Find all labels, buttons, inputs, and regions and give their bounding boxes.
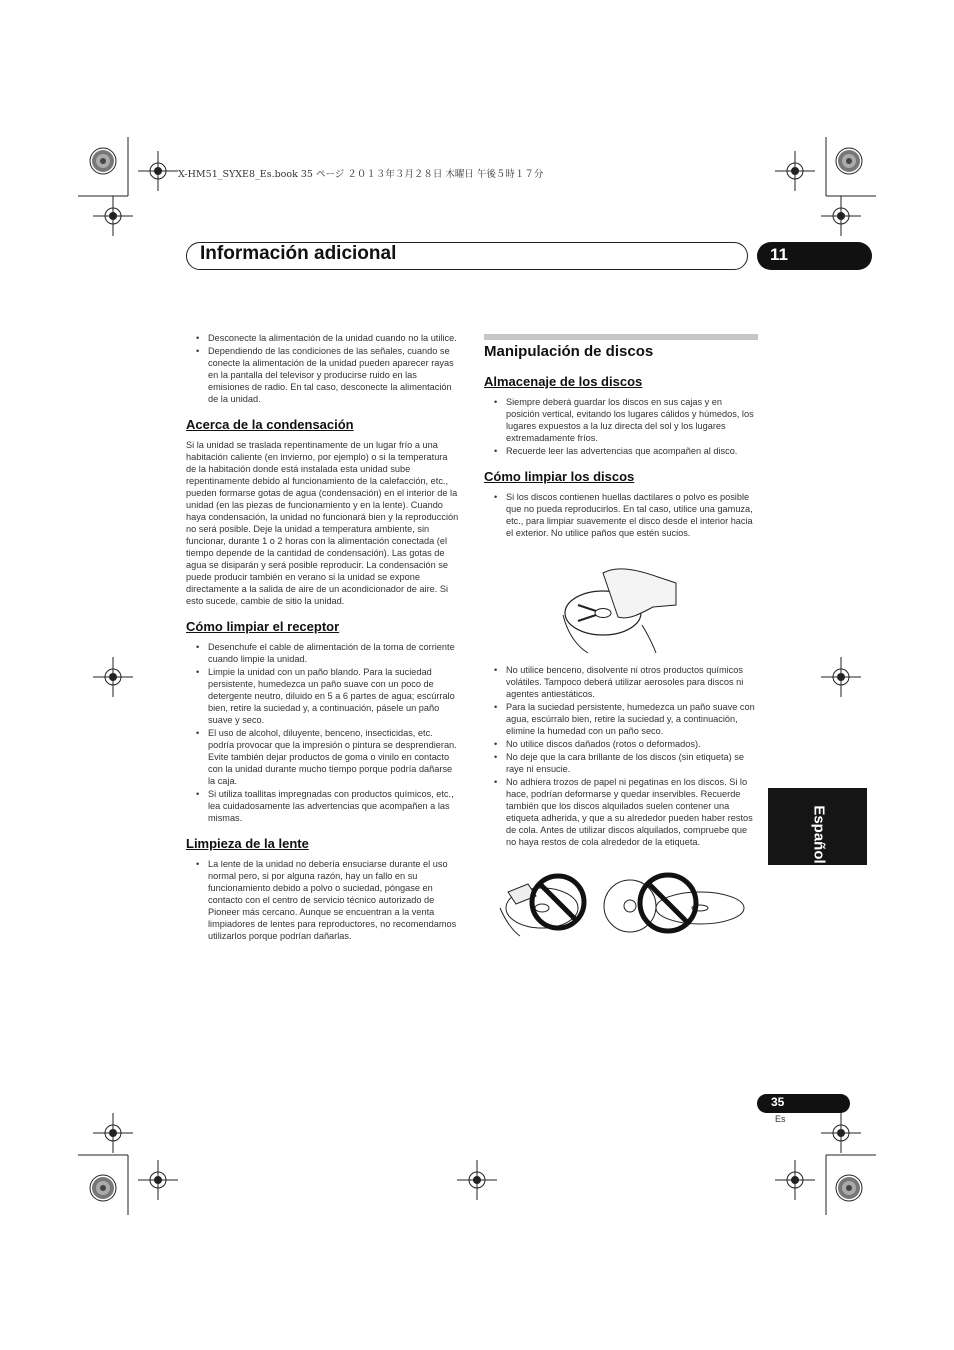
storage-list bbox=[484, 396, 758, 457]
heading-storage: Almacenaje de los discos bbox=[484, 374, 643, 389]
list-item: • Si los discos contienen huellas dactilares o polvo es posible que no pueda reproducirlos. En tal caso, utilice una gamuza, etc., para limpiar suavemente el disco desde el interior hacia el exterior. No utilice paños que estén sucios. bbox=[484, 491, 758, 539]
heading-clean-receiver: Cómo limpiar el receptor bbox=[186, 619, 340, 634]
list-item: • No adhiera trozos de papel ni pegatinas en los discos. Si lo hace, podrían deformarse y quedar inservibles. Recuerde también que los discos alquilados suelen contener una etiqueta adherida, y que a su alrededor pueden haber restos de cola. Antes de utilizar discos alquilados, compruebe que no haya restos de cola alrededor de la etiqueta. bbox=[484, 776, 758, 848]
right-column-top bbox=[484, 362, 758, 540]
list-item: • Desconecte la alimentación de la unidad cuando no la utilice. bbox=[186, 332, 460, 344]
list-item: • Si utiliza toallitas impregnadas con productos químicos, etc., lea cuidadosamente las advertencias que acompañen a las mismas. bbox=[186, 788, 460, 824]
list-item: • Siempre deberá guardar los discos en sus cajas y en posición vertical, evitando los lugares cálidos y húmedos, los lugares expuestos a la luz directa del sol y los lugares extremadamente fríos. bbox=[484, 396, 758, 444]
lens-list bbox=[186, 858, 460, 942]
page-language-code: Es bbox=[775, 1114, 786, 1124]
heading-lens: Limpieza de la lente bbox=[186, 836, 309, 851]
list-item: • El uso de alcohol, diluyente, benceno, insecticidas, etc. podría provocar que la impresión o pintura se desprendieran. Evite también dejar productos de goma o vinilo en contacto con la unidad durante mucho tiempo porque podría dañarse la caja. bbox=[186, 727, 460, 787]
list-item: • Recuerde leer las advertencias que acompañen al disco. bbox=[484, 445, 758, 457]
receiver-list bbox=[186, 641, 460, 824]
section-rule bbox=[484, 334, 758, 340]
no-damaged-discs-illustration bbox=[600, 870, 746, 936]
no-stickers-illustration bbox=[498, 872, 590, 938]
language-label: Español bbox=[810, 805, 828, 864]
list-item: • Desenchufe el cable de alimentación de la toma de corriente cuando limpie la unidad. bbox=[186, 641, 460, 665]
list-item: • La lente de la unidad no debería ensuciarse durante el uso normal pero, si por alguna razón, hay un fallo en su funcionamiento debido a polvo o suciedad, póngase en contacto con el centro de servicio técnico autorizado de Pioneer más cercano. Aunque se encuentran a la venta limpiadores de lentes para reproductores, no recomendamos utilizarlos porque podrían dañarlas. bbox=[186, 858, 460, 942]
condensation-text: Si la unidad se traslada repentinamente de un lugar frío a una habitación caliente (en invierno, por ejemplo) o si la temperatura de la habitación donde está instalada esta unidad sube repentinamente debido al funcionamiento de la calefacción, etc., pueden formarse gotas de agua (condensación) en el interior de la unidad (en las piezas de funcionamiento y en la lente). Cuando haya condensación, la unidad no funcionará bien y la reproducción no será posible. Deje la unidad a temperatura ambiente, sin funcionar, durante 1 o 2 horas con la alimentación conectada (el tiempo depende de la cantidad de condensación). Las gotas de agua se disiparán y será posible reproducir. La condensación se puede producir también en verano si la unidad se expone directamente a la salida de aire de un acondicionador de aire. Si esto sucede, cambie de sitio la unidad. bbox=[186, 440, 459, 606]
page-title: Información adicional bbox=[200, 243, 397, 264]
disc-cleaning-illustration bbox=[558, 565, 682, 655]
list-item: • Para la suciedad persistente, humedezca un paño suave con agua, escúrralo bien, retire la suciedad y, a continuación, elimine la humedad con un paño seco. bbox=[484, 701, 758, 737]
list-item: • Dependiendo de las condiciones de las señales, cuando se conecte la alimentación de la unidad pueden aparecer rayas en la pantalla del televisor y producirse ruido en las emisiones de radio. En tal caso, desconecte la alimentación de la unidad. bbox=[186, 345, 460, 405]
list-item: • No utilice benceno, disolvente ni otros productos químicos volátiles. Tampoco deberá utilizar aerosoles para discos ni agentes antiestáticos. bbox=[484, 664, 758, 700]
left-column bbox=[186, 332, 460, 943]
book-file-line: X-HM51_SYXE8_Es.book 35 ページ ２０１３年３月２８日 木曜日 午後５時１７分 bbox=[178, 169, 544, 180]
clean-list-2 bbox=[484, 664, 758, 848]
intro-list bbox=[186, 332, 460, 405]
list-item: • No utilice discos dañados (rotos o deformados). bbox=[484, 738, 758, 750]
list-item: • Limpie la unidad con un paño blando. Para la suciedad persistente, humedezca un paño suave con un poco de detergente neutro, diluido en 5 a 6 partes de agua; escúrralo bien, retire la suciedad y, a continuación, pásele un paño suave y seco. bbox=[186, 666, 460, 726]
clean-list bbox=[484, 491, 758, 539]
heading-condensation: Acerca de la condensación bbox=[186, 417, 354, 432]
section-title: Manipulación de discos bbox=[484, 343, 654, 360]
heading-clean-discs: Cómo limpiar los discos bbox=[484, 469, 635, 484]
chapter-number: 11 bbox=[770, 245, 788, 264]
list-item: • No deje que la cara brillante de los discos (sin etiqueta) se raye ni ensucie. bbox=[484, 751, 758, 775]
page-number: 35 bbox=[771, 1095, 785, 1109]
right-column-bottom bbox=[484, 664, 758, 849]
